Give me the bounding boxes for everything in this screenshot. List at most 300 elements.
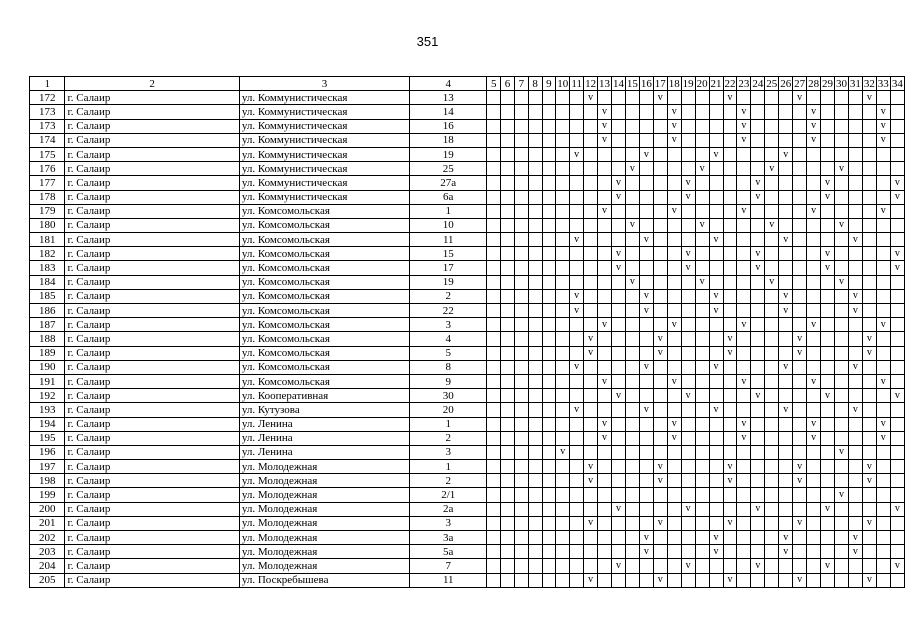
empty-cell — [501, 162, 515, 176]
empty-cell — [528, 403, 542, 417]
empty-cell — [501, 304, 515, 318]
table-row — [30, 502, 905, 516]
empty-cell — [709, 91, 723, 105]
empty-cell — [848, 346, 862, 360]
empty-cell — [584, 417, 598, 431]
empty-cell — [487, 233, 501, 247]
empty-cell — [807, 502, 821, 516]
check-mark: v — [667, 431, 681, 445]
check-mark: v — [821, 502, 835, 516]
empty-cell — [639, 119, 653, 133]
check-mark: v — [584, 91, 598, 105]
empty-cell — [487, 431, 501, 445]
street-cell: ул. Коммунистическая — [239, 176, 409, 190]
empty-cell — [501, 133, 515, 147]
check-mark: v — [751, 559, 765, 573]
check-mark: v — [584, 460, 598, 474]
empty-cell — [570, 460, 584, 474]
check-mark: v — [612, 502, 626, 516]
empty-cell — [584, 431, 598, 445]
check-mark: v — [876, 105, 890, 119]
empty-cell — [765, 360, 779, 374]
empty-cell — [821, 162, 835, 176]
empty-cell — [751, 304, 765, 318]
check-mark: v — [779, 531, 793, 545]
empty-cell — [598, 445, 612, 459]
city-cell: г. Салаир — [65, 162, 239, 176]
empty-cell — [501, 474, 515, 488]
empty-cell — [681, 516, 695, 530]
empty-cell — [487, 261, 501, 275]
empty-cell — [862, 289, 876, 303]
empty-cell — [709, 204, 723, 218]
empty-cell — [876, 176, 890, 190]
empty-cell — [835, 190, 849, 204]
column-header: 2 — [65, 77, 239, 91]
empty-cell — [528, 531, 542, 545]
empty-cell — [667, 573, 681, 587]
header-row — [30, 77, 905, 91]
check-mark: v — [667, 417, 681, 431]
check-mark: v — [723, 516, 737, 530]
row-number-cell: 201 — [30, 516, 65, 530]
empty-cell — [514, 516, 528, 530]
empty-cell — [501, 545, 515, 559]
empty-cell — [765, 233, 779, 247]
street-cell: ул. Молодежная — [239, 460, 409, 474]
empty-cell — [681, 374, 695, 388]
empty-cell — [570, 133, 584, 147]
empty-cell — [487, 105, 501, 119]
empty-cell — [556, 233, 570, 247]
empty-cell — [862, 247, 876, 261]
empty-cell — [779, 460, 793, 474]
check-mark: v — [695, 162, 709, 176]
check-mark: v — [862, 91, 876, 105]
empty-cell — [821, 289, 835, 303]
empty-cell — [779, 162, 793, 176]
empty-cell — [695, 460, 709, 474]
empty-cell — [737, 261, 751, 275]
check-mark: v — [681, 559, 695, 573]
street-cell: ул. Комсомольская — [239, 261, 409, 275]
empty-cell — [765, 474, 779, 488]
empty-cell — [681, 431, 695, 445]
table-row — [30, 474, 905, 488]
row-number-cell: 175 — [30, 147, 65, 161]
empty-cell — [667, 488, 681, 502]
empty-cell — [639, 573, 653, 587]
empty-cell — [556, 261, 570, 275]
empty-cell — [890, 346, 904, 360]
check-mark: v — [653, 460, 667, 474]
empty-cell — [751, 289, 765, 303]
check-mark: v — [723, 460, 737, 474]
empty-cell — [514, 346, 528, 360]
empty-cell — [514, 559, 528, 573]
check-mark: v — [779, 360, 793, 374]
empty-cell — [487, 190, 501, 204]
check-mark: v — [709, 289, 723, 303]
empty-cell — [556, 374, 570, 388]
empty-cell — [501, 346, 515, 360]
empty-cell — [542, 332, 556, 346]
empty-cell — [501, 247, 515, 261]
empty-cell — [862, 233, 876, 247]
check-mark: v — [598, 431, 612, 445]
empty-cell — [848, 91, 862, 105]
city-cell: г. Салаир — [65, 247, 239, 261]
empty-cell — [821, 218, 835, 232]
empty-cell — [584, 304, 598, 318]
empty-cell — [625, 488, 639, 502]
empty-cell — [765, 374, 779, 388]
empty-cell — [598, 403, 612, 417]
empty-cell — [723, 417, 737, 431]
empty-cell — [751, 573, 765, 587]
empty-cell — [695, 346, 709, 360]
check-mark: v — [862, 346, 876, 360]
empty-cell — [625, 531, 639, 545]
check-mark: v — [835, 488, 849, 502]
table-row — [30, 531, 905, 545]
empty-cell — [639, 559, 653, 573]
house-number-cell: 30 — [410, 389, 487, 403]
column-header: 8 — [528, 77, 542, 91]
empty-cell — [584, 488, 598, 502]
empty-cell — [765, 559, 779, 573]
empty-cell — [612, 304, 626, 318]
empty-cell — [681, 346, 695, 360]
empty-cell — [793, 133, 807, 147]
city-cell: г. Салаир — [65, 389, 239, 403]
table-row — [30, 545, 905, 559]
empty-cell — [598, 289, 612, 303]
empty-cell — [639, 474, 653, 488]
empty-cell — [765, 247, 779, 261]
empty-cell — [723, 147, 737, 161]
street-cell: ул. Коммунистическая — [239, 91, 409, 105]
empty-cell — [528, 488, 542, 502]
empty-cell — [625, 247, 639, 261]
empty-cell — [653, 105, 667, 119]
empty-cell — [793, 502, 807, 516]
empty-cell — [487, 119, 501, 133]
empty-cell — [681, 147, 695, 161]
house-number-cell: 20 — [410, 403, 487, 417]
empty-cell — [876, 304, 890, 318]
empty-cell — [584, 559, 598, 573]
check-mark: v — [598, 119, 612, 133]
empty-cell — [570, 261, 584, 275]
column-header: 29 — [822, 77, 834, 90]
column-header: 6 — [501, 77, 515, 91]
empty-cell — [584, 105, 598, 119]
check-mark: v — [793, 460, 807, 474]
empty-cell — [890, 460, 904, 474]
check-mark: v — [835, 162, 849, 176]
empty-cell — [862, 318, 876, 332]
empty-cell — [751, 218, 765, 232]
empty-cell — [793, 417, 807, 431]
empty-cell — [876, 261, 890, 275]
empty-cell — [862, 545, 876, 559]
empty-cell — [667, 190, 681, 204]
empty-cell — [556, 190, 570, 204]
column-header: 19 — [682, 77, 694, 90]
empty-cell — [514, 261, 528, 275]
empty-cell — [821, 417, 835, 431]
empty-cell — [848, 190, 862, 204]
empty-cell — [765, 573, 779, 587]
check-mark: v — [876, 417, 890, 431]
empty-cell — [528, 545, 542, 559]
empty-cell — [835, 374, 849, 388]
empty-cell — [848, 133, 862, 147]
empty-cell — [821, 119, 835, 133]
empty-cell — [528, 133, 542, 147]
check-mark: v — [667, 119, 681, 133]
empty-cell — [667, 403, 681, 417]
city-cell: г. Салаир — [65, 275, 239, 289]
empty-cell — [612, 460, 626, 474]
empty-cell — [890, 374, 904, 388]
house-number-cell: 6а — [410, 190, 487, 204]
empty-cell — [639, 431, 653, 445]
empty-cell — [570, 204, 584, 218]
empty-cell — [584, 233, 598, 247]
empty-cell — [835, 389, 849, 403]
city-cell: г. Салаир — [65, 531, 239, 545]
column-header: 9 — [542, 77, 556, 91]
empty-cell — [542, 119, 556, 133]
street-cell: ул. Молодежная — [239, 502, 409, 516]
check-mark: v — [862, 516, 876, 530]
check-mark: v — [765, 218, 779, 232]
empty-cell — [653, 318, 667, 332]
empty-cell — [625, 304, 639, 318]
check-mark: v — [709, 545, 723, 559]
empty-cell — [709, 445, 723, 459]
check-mark: v — [862, 332, 876, 346]
check-mark: v — [667, 374, 681, 388]
empty-cell — [876, 332, 890, 346]
empty-cell — [667, 332, 681, 346]
empty-cell — [584, 545, 598, 559]
empty-cell — [751, 403, 765, 417]
empty-cell — [639, 374, 653, 388]
table-row — [30, 304, 905, 318]
empty-cell — [751, 431, 765, 445]
empty-cell — [821, 147, 835, 161]
empty-cell — [890, 431, 904, 445]
empty-cell — [612, 204, 626, 218]
empty-cell — [765, 261, 779, 275]
check-mark: v — [876, 374, 890, 388]
empty-cell — [890, 304, 904, 318]
empty-cell — [821, 545, 835, 559]
empty-cell — [835, 289, 849, 303]
empty-cell — [487, 304, 501, 318]
empty-cell — [695, 147, 709, 161]
empty-cell — [848, 474, 862, 488]
empty-cell — [556, 474, 570, 488]
empty-cell — [793, 445, 807, 459]
empty-cell — [667, 162, 681, 176]
table-row — [30, 389, 905, 403]
empty-cell — [737, 545, 751, 559]
empty-cell — [709, 559, 723, 573]
check-mark: v — [807, 374, 821, 388]
city-cell: г. Салаир — [65, 147, 239, 161]
column-header: 7 — [514, 77, 528, 91]
empty-cell — [584, 119, 598, 133]
empty-cell — [584, 204, 598, 218]
city-cell: г. Салаир — [65, 346, 239, 360]
empty-cell — [625, 176, 639, 190]
empty-cell — [723, 289, 737, 303]
empty-cell — [570, 332, 584, 346]
empty-cell — [653, 531, 667, 545]
house-number-cell: 1 — [410, 204, 487, 218]
empty-cell — [793, 531, 807, 545]
empty-cell — [765, 105, 779, 119]
row-number-cell: 202 — [30, 531, 65, 545]
check-mark: v — [584, 346, 598, 360]
empty-cell — [667, 360, 681, 374]
empty-cell — [542, 176, 556, 190]
empty-cell — [625, 261, 639, 275]
check-mark: v — [612, 190, 626, 204]
empty-cell — [612, 218, 626, 232]
empty-cell — [793, 431, 807, 445]
street-cell: ул. Молодежная — [239, 531, 409, 545]
empty-cell — [612, 488, 626, 502]
empty-cell — [793, 289, 807, 303]
empty-cell — [821, 374, 835, 388]
table-row — [30, 190, 905, 204]
empty-cell — [542, 531, 556, 545]
check-mark: v — [653, 346, 667, 360]
empty-cell — [653, 247, 667, 261]
check-mark: v — [876, 204, 890, 218]
table-row — [30, 559, 905, 573]
empty-cell — [556, 289, 570, 303]
empty-cell — [528, 559, 542, 573]
empty-cell — [793, 488, 807, 502]
check-mark: v — [890, 389, 904, 403]
empty-cell — [890, 531, 904, 545]
empty-cell — [556, 119, 570, 133]
empty-cell — [807, 474, 821, 488]
empty-cell — [862, 488, 876, 502]
empty-cell — [835, 176, 849, 190]
empty-cell — [695, 204, 709, 218]
check-mark: v — [612, 176, 626, 190]
empty-cell — [598, 91, 612, 105]
empty-cell — [528, 247, 542, 261]
empty-cell — [862, 431, 876, 445]
empty-cell — [501, 531, 515, 545]
empty-cell — [709, 176, 723, 190]
column-header: 4 — [410, 77, 487, 91]
empty-cell — [639, 488, 653, 502]
empty-cell — [598, 346, 612, 360]
check-mark: v — [695, 218, 709, 232]
row-number-cell: 204 — [30, 559, 65, 573]
empty-cell — [835, 573, 849, 587]
empty-cell — [501, 403, 515, 417]
empty-cell — [487, 559, 501, 573]
house-number-cell: 14 — [410, 105, 487, 119]
empty-cell — [514, 531, 528, 545]
house-number-cell: 3 — [410, 516, 487, 530]
empty-cell — [667, 502, 681, 516]
empty-cell — [501, 360, 515, 374]
empty-cell — [653, 304, 667, 318]
house-number-cell: 16 — [410, 119, 487, 133]
empty-cell — [876, 91, 890, 105]
empty-cell — [556, 417, 570, 431]
check-mark: v — [681, 176, 695, 190]
check-mark: v — [807, 417, 821, 431]
empty-cell — [501, 502, 515, 516]
empty-cell — [793, 204, 807, 218]
house-number-cell: 2а — [410, 502, 487, 516]
empty-cell — [751, 360, 765, 374]
empty-cell — [487, 318, 501, 332]
empty-cell — [528, 502, 542, 516]
empty-cell — [765, 304, 779, 318]
empty-cell — [695, 233, 709, 247]
empty-cell — [890, 119, 904, 133]
check-mark: v — [779, 289, 793, 303]
empty-cell — [639, 460, 653, 474]
empty-cell — [612, 332, 626, 346]
house-number-cell: 18 — [410, 133, 487, 147]
empty-cell — [528, 218, 542, 232]
empty-cell — [807, 460, 821, 474]
empty-cell — [514, 119, 528, 133]
empty-cell — [862, 445, 876, 459]
empty-cell — [625, 332, 639, 346]
city-cell: г. Салаир — [65, 261, 239, 275]
empty-cell — [807, 91, 821, 105]
check-mark: v — [709, 531, 723, 545]
empty-cell — [598, 516, 612, 530]
empty-cell — [542, 261, 556, 275]
empty-cell — [821, 332, 835, 346]
column-header: 12 — [585, 77, 597, 90]
empty-cell — [709, 247, 723, 261]
empty-cell — [862, 133, 876, 147]
empty-cell — [639, 318, 653, 332]
empty-cell — [821, 304, 835, 318]
empty-cell — [876, 233, 890, 247]
empty-cell — [584, 190, 598, 204]
empty-cell — [487, 403, 501, 417]
empty-cell — [793, 176, 807, 190]
empty-cell — [653, 133, 667, 147]
empty-cell — [639, 176, 653, 190]
empty-cell — [528, 91, 542, 105]
row-number-cell: 197 — [30, 460, 65, 474]
empty-cell — [653, 445, 667, 459]
check-mark: v — [862, 474, 876, 488]
empty-cell — [584, 502, 598, 516]
empty-cell — [862, 147, 876, 161]
empty-cell — [876, 516, 890, 530]
